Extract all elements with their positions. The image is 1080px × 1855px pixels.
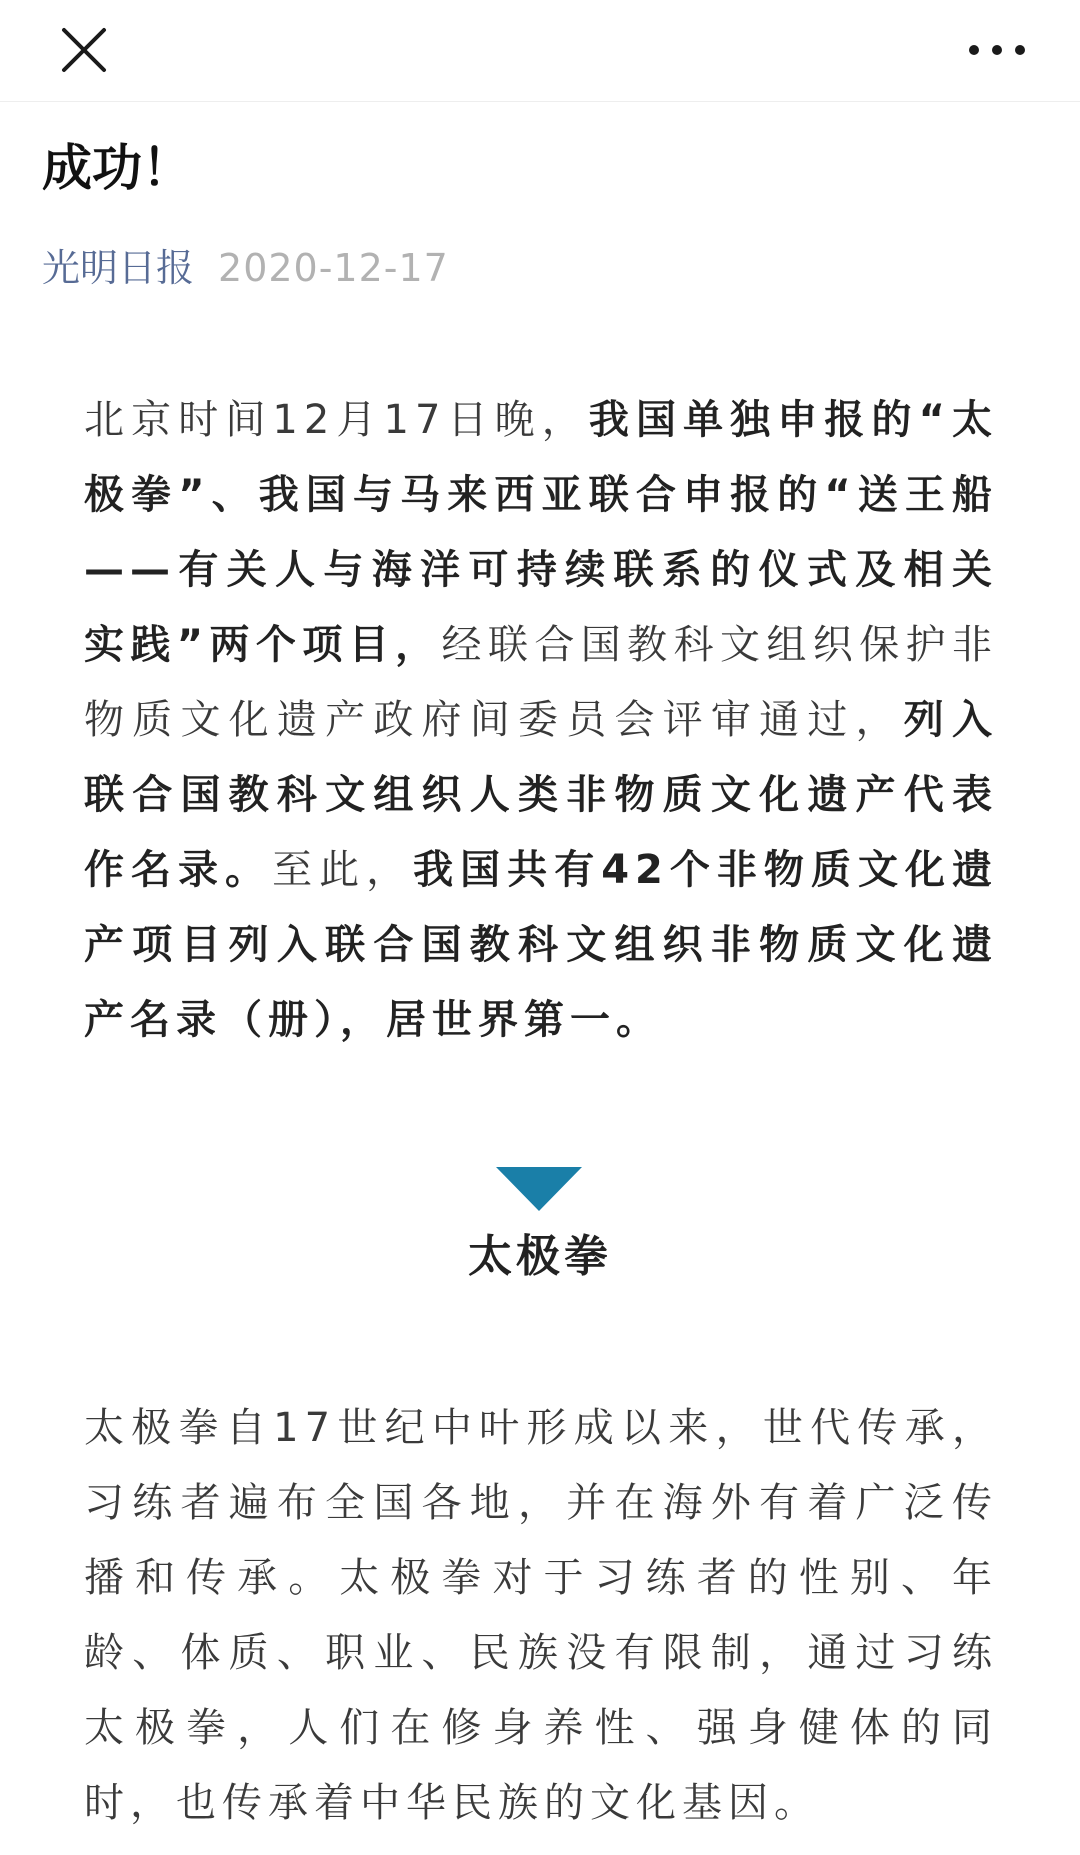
top-nav-bar (0, 0, 1080, 102)
section-title: 太极拳 (468, 1231, 612, 1282)
section-marker (496, 1167, 582, 1211)
article-title: 成功！ (42, 139, 192, 197)
more-dots-icon (962, 22, 1032, 78)
para-bold-text: 列入联合国教科文组织人类非物质文化遗产代表作名录。 (84, 697, 999, 893)
source-link[interactable]: 光明日报 (42, 246, 195, 290)
article-paragraph-intro (84, 383, 998, 1058)
close-button[interactable] (56, 22, 112, 78)
more-options-button[interactable] (962, 22, 1032, 78)
para-bold-text: 我国共有42个非物质文化遗产项目列入联合国教科文组织非物质文化遗产名录（册），居世界第一。 (84, 847, 999, 1043)
article-meta (42, 238, 449, 298)
para-text: 北京时间12月17日晚， (84, 397, 589, 443)
article-paragraph-taichi: 太极拳自17世纪中叶形成以来，世代传承，习练者遍布全国各地，并在海外有着广泛传播和传承。太极拳对于习练者的性别、年龄、体质、职业、民族没有限制，通过习练太极拳，人们在修身养性、强身健体的同时，也传承着中华民族的文化基因。 (84, 1405, 998, 1826)
publish-date: 2020-12-17 (218, 246, 449, 290)
close-icon (56, 22, 112, 78)
para-bold-text: 我国单独申报的“太极拳”、我国与马来西亚联合申报的“送王船——有关人与海洋可持续联系的仪式及相关实践”两个项目， (84, 397, 998, 668)
para-text: 至此， (272, 847, 414, 893)
para-text: 经联合国教科文组织保护非物质文化遗产政府间委员会评审通过， (84, 622, 999, 743)
triangle-down-icon (496, 1167, 582, 1211)
